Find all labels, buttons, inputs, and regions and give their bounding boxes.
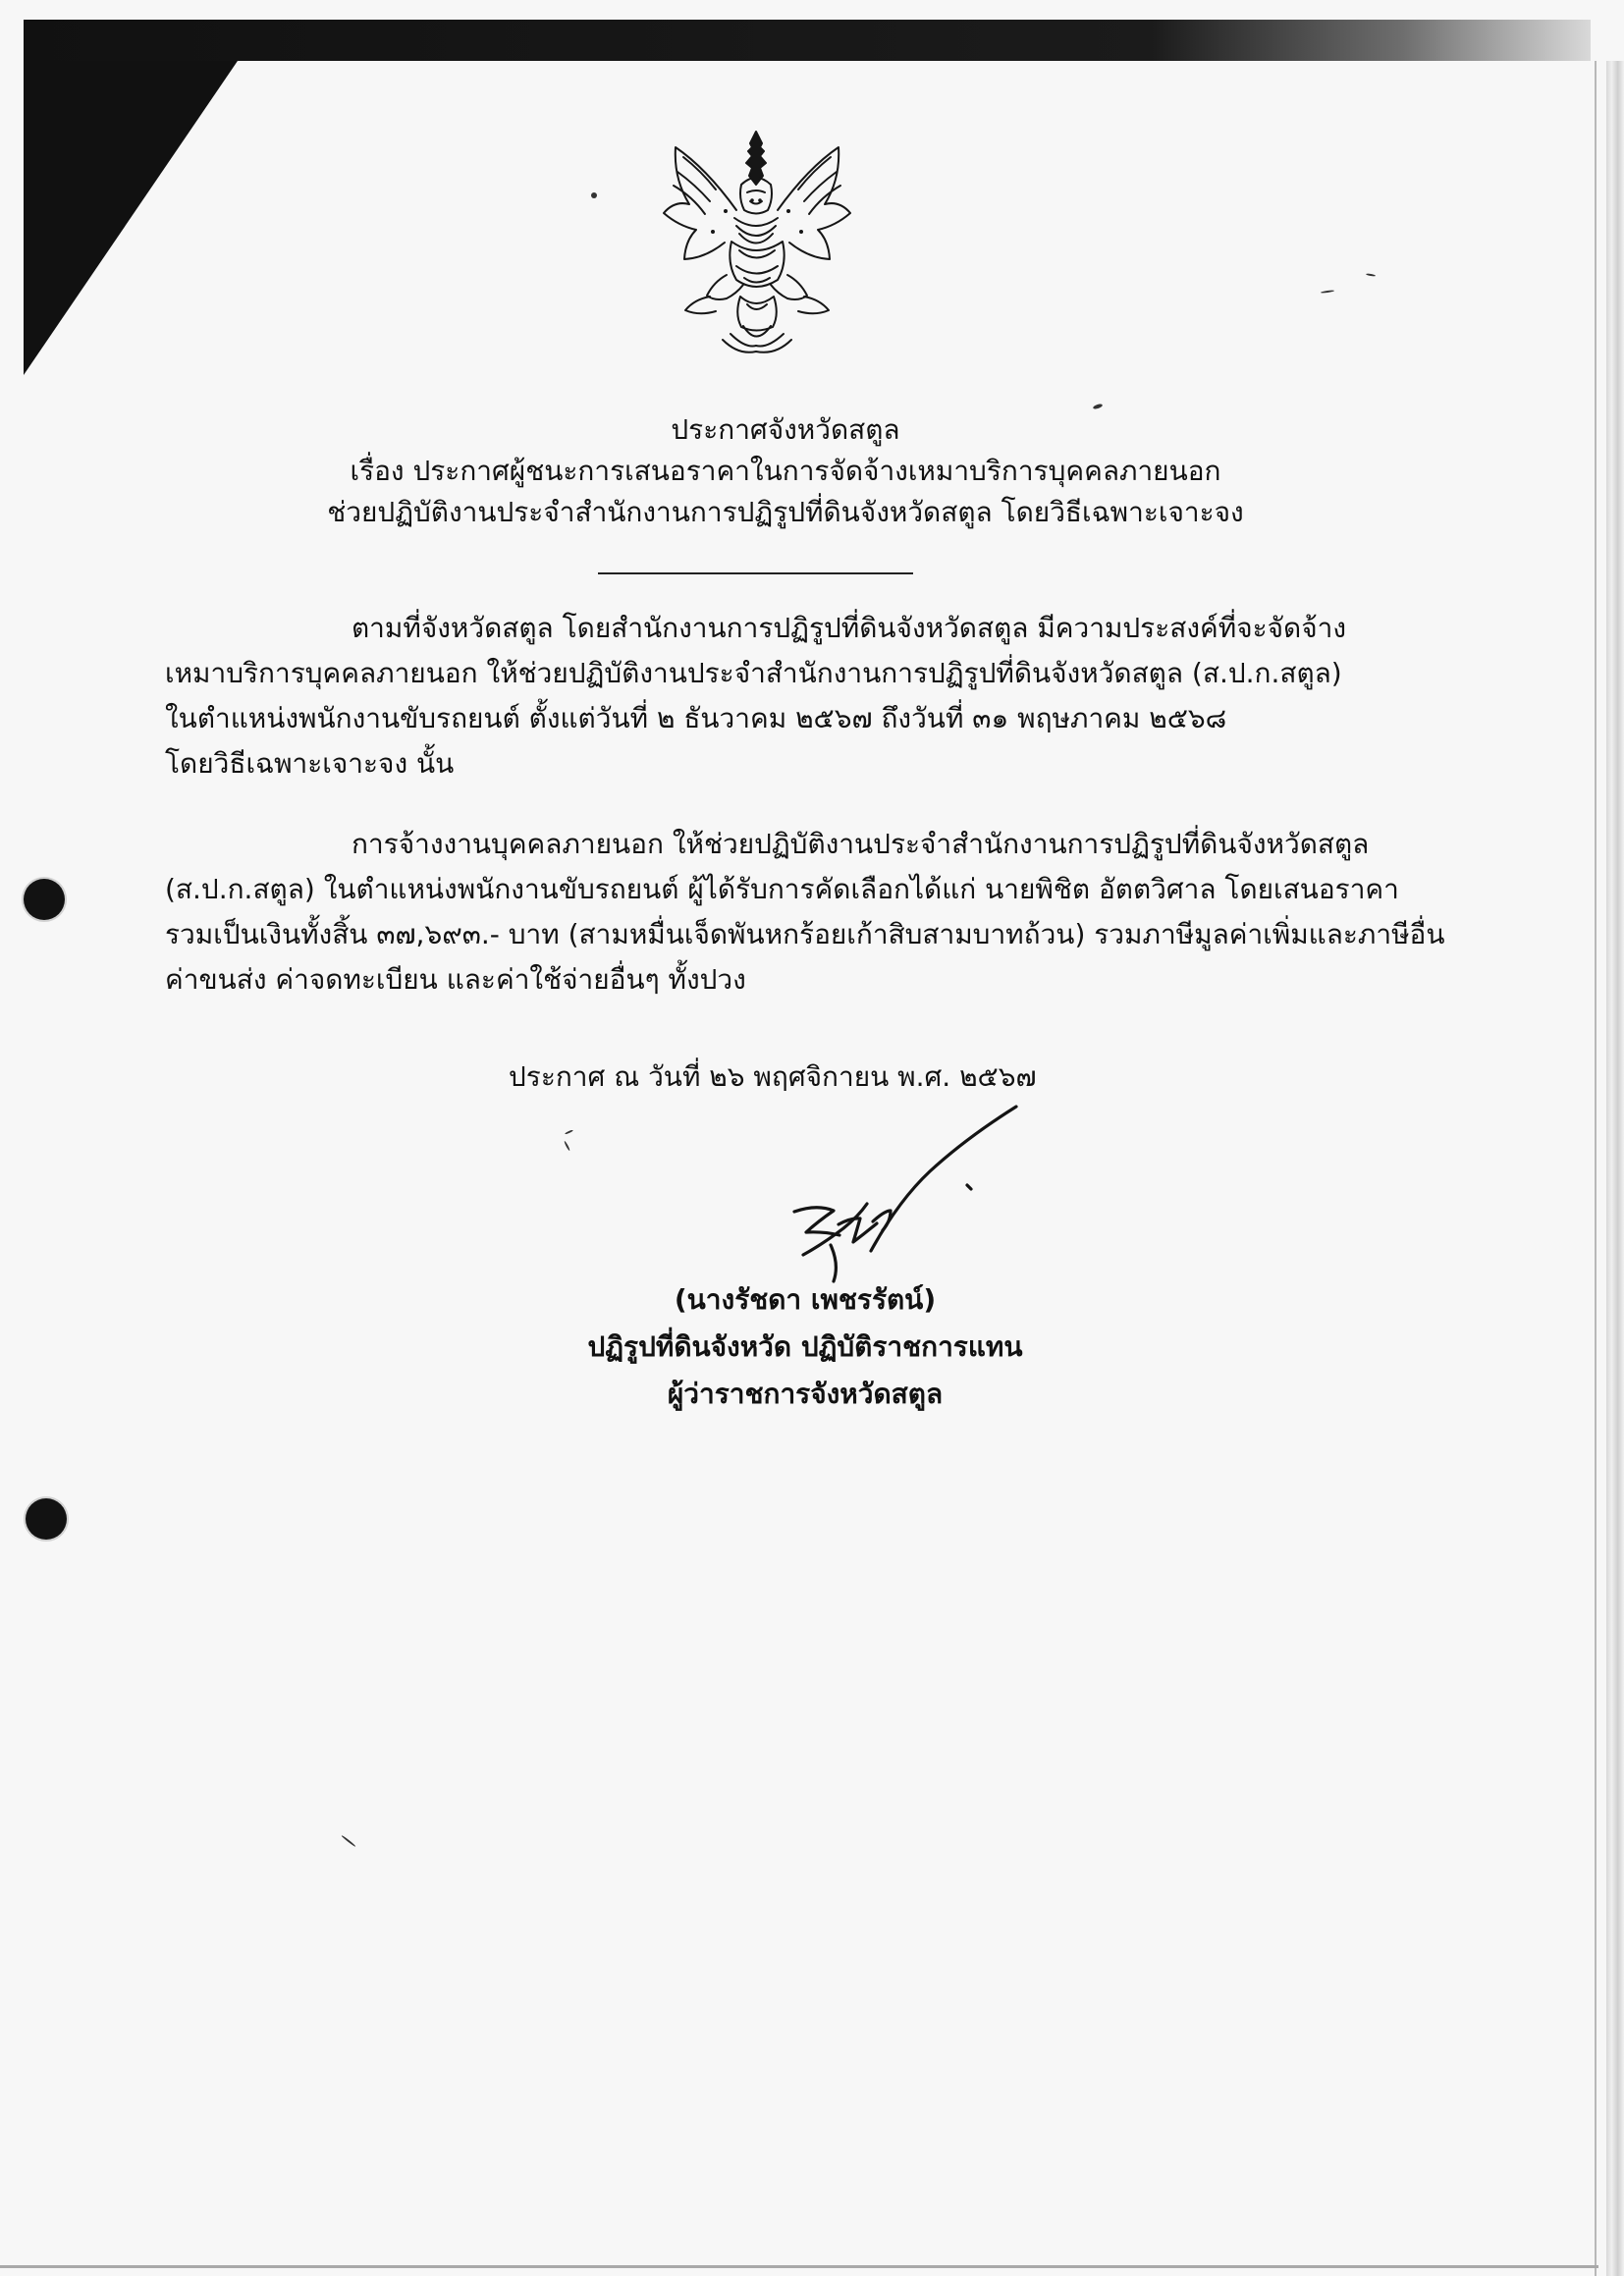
scan-top-bar xyxy=(24,20,1591,61)
scan-speck xyxy=(564,1141,570,1152)
scan-bottom-line xyxy=(0,2265,1598,2268)
signatory-position: ปฏิรูปที่ดินจังหวัด ปฏิบัติราชการแทน xyxy=(587,1330,1023,1363)
paragraph-line: ในตำแหน่งพนักงานขับรถยนต์ ตั้งแต่วันที่ ๒ ธันวาคม ๒๕๖๗ ถึงวันที่ ๓๑ พฤษภาคม ๒๕๖๘ xyxy=(165,702,1227,734)
scan-speck xyxy=(1366,273,1376,277)
garuda-emblem-icon xyxy=(654,124,860,355)
title-divider xyxy=(598,572,913,574)
paragraph-line: รวมเป็นเงินทั้งสิ้น ๓๗,๖๙๓.- บาท (สามหมื่นเจ็ดพันหกร้อยเก้าสิบสามบาทถ้วน) รวมภาษีมูลค่าเพิ่มและภาษีอื่น xyxy=(165,918,1445,950)
signatory-name: (นางรัชดา เพชรรัตน์) xyxy=(674,1283,937,1316)
paragraph-line: ค่าขนส่ง ค่าจดทะเบียน และค่าใช้จ่ายอื่นๆ ทั้งปวง xyxy=(165,963,746,996)
document-header xyxy=(196,409,1375,533)
signatory-block xyxy=(511,1276,1100,1418)
scan-speck xyxy=(1321,290,1334,294)
scan-left-corner xyxy=(24,61,238,375)
scan-speck xyxy=(591,192,597,198)
paragraph-line: ตามที่จังหวัดสตูล โดยสำนักงานการปฏิรูปที่ดินจังหวัดสตูล มีความประสงค์ที่จะจัดจ้าง xyxy=(352,612,1347,644)
scan-speck xyxy=(341,1835,355,1848)
paragraph-line: การจ้างงานบุคคลภายนอก ให้ช่วยปฏิบัติงานประจำสำนักงานการปฏิรูปที่ดินจังหวัดสตูล xyxy=(352,828,1370,860)
scan-speck xyxy=(565,1129,573,1134)
announcement-subject-line-2: ช่วยปฏิบัติงานประจำสำนักงานการปฏิรูปที่ดินจังหวัดสตูล โดยวิธีเฉพาะเจาะจง xyxy=(327,496,1244,528)
signatory-authority: ผู้ว่าราชการจังหวัดสตูล xyxy=(667,1378,944,1410)
paragraph-1 xyxy=(165,606,1451,786)
announcement-subject: เรื่อง ประกาศผู้ชนะการเสนอราคาในการจัดจ้างเหมาบริการบุคคลภายนอก xyxy=(350,455,1221,487)
announcement-date: ประกาศ ณ วันที่ ๒๖ พฤศจิกายน พ.ศ. ๒๕๖๗ xyxy=(509,1060,1037,1093)
scan-right-line xyxy=(1595,61,1597,2276)
paragraph-line: โดยวิธีเฉพาะเจาะจง นั้น xyxy=(165,747,455,780)
punch-hole-top xyxy=(24,879,65,920)
announcement-title: ประกาศจังหวัดสตูล xyxy=(671,413,900,446)
punch-hole-bottom xyxy=(26,1498,67,1540)
handwritten-signature xyxy=(761,1095,1036,1301)
paragraph-2 xyxy=(165,822,1451,1003)
paragraph-line: (ส.ป.ก.สตูล) ในตำแหน่งพนักงานขับรถยนต์ ผู้ได้รับการคัดเลือกได้แก่ นายพิชิต อัตตวิศาล โดยเสนอราคา xyxy=(165,873,1399,905)
paragraph-line: เหมาบริการบุคคลภายนอก ให้ช่วยปฏิบัติงานประจำสำนักงานการปฏิรูปที่ดินจังหวัดสตูล (ส.ป.ก.สตูล) xyxy=(165,657,1342,689)
scan-right-edge xyxy=(1606,61,1624,2276)
